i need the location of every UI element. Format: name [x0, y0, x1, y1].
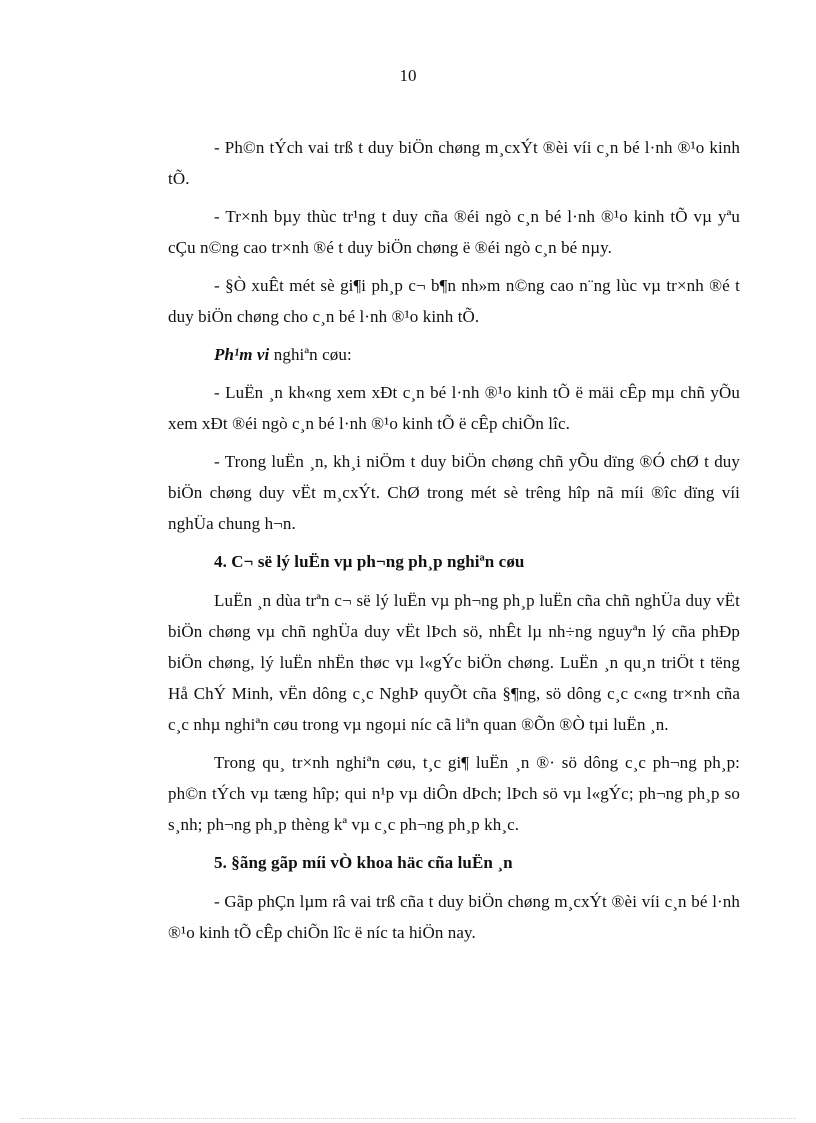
objective-paragraph-1: - Ph©n tÝch vai trß t duy biÖn chøng m¸cxÝt ®èi víi c¸n bé l·nh ®¹o kinh tÕ. [168, 138, 740, 188]
page-number: 10 [399, 66, 417, 85]
objective-paragraph-3: - §Ò xuÊt mét sè gi¶i ph¸p c¬ b¶n nh»m n©ng cao n¨ng lùc vµ tr×nh ®é t duy biÖn chøng cho c¸n bé l·nh ®¹o kinh tÕ. [168, 276, 740, 326]
scope-label: Ph¹m vi [214, 345, 270, 364]
contribution-paragraph-1: - Gãp phÇn lµm râ vai trß cña t duy biÖn chøng m¸cxÝt ®èi víi c¸n bé l·nh ®¹o kinh tÕ cÊp chiÕn lîc ë níc ta hiÖn nay. [168, 892, 740, 942]
method-paragraph-2: Trong qu¸ tr×nh nghiªn cøu, t¸c gi¶ luËn ¸n ®· sö dông c¸c ph¬ng ph¸p: ph©n tÝch vµ tæng hîp; qui n¹p vµ diÔn dÞch; lÞch sö vµ l«gÝc; ph¬ng ph¸p so s¸nh; ph¬ng ph¸p thèng kª vµ c¸c ph¬ng ph¸p kh¸c. [168, 753, 740, 834]
page-bottom-divider [20, 1118, 796, 1119]
scope-label-rest: nghiªn cøu: [269, 345, 352, 364]
section-heading-5: 5. §ãng gãp míi vÒ khoa häc cña luËn ¸n [214, 853, 513, 872]
scope-paragraph-2: - Trong luËn ¸n, kh¸i niÖm t duy biÖn chøng chñ yÕu dïng ®Ó chØ t duy biÖn chøng duy vËt m¸cxÝt. ChØ trong mét sè trêng hîp nã míi ®îc dïng víi nghÜa chung h¬n. [168, 452, 740, 533]
page-body [168, 132, 740, 955]
method-paragraph-1: LuËn ¸n dùa trªn c¬ së lý luËn vµ ph¬ng ph¸p luËn cña chñ nghÜa duy vËt biÖn chøng vµ chñ nghÜa duy vËt lÞch sö, nhÊt lµ nh÷ng nguyªn lý cña phÐp biÖn chøng, lý luËn nhËn thøc vµ l«gÝc biÖn chøng. LuËn ¸n qu¸n triÖt t tëng Hå ChÝ Minh, vËn dông c¸c NghÞ quyÕt cña §¶ng, sö dông c¸c c«ng tr×nh cña c¸c nhµ nghiªn cøu trong vµ ngoµi níc cã liªn quan ®Õn ®Ò tµi luËn ¸n. [168, 591, 740, 734]
scope-paragraph-1: - LuËn ¸n kh«ng xem xÐt c¸n bé l·nh ®¹o kinh tÕ ë mäi cÊp mµ chñ yÕu xem xÐt ®éi ngò c¸n bé l·nh ®¹o kinh tÕ ë cÊp chiÕn lîc. [168, 383, 740, 433]
objective-paragraph-2: - Tr×nh bµy thùc tr¹ng t duy cña ®éi ngò c¸n bé l·nh ®¹o kinh tÕ vµ yªu cÇu n©ng cao tr×nh ®é t duy biÖn chøng ë ®éi ngò c¸n bé nµy. [168, 207, 740, 257]
scope-heading-paragraph [168, 339, 740, 370]
section-heading-4: 4. C¬ së lý luËn vµ ph¬ng ph¸p nghiªn cøu [214, 552, 525, 571]
